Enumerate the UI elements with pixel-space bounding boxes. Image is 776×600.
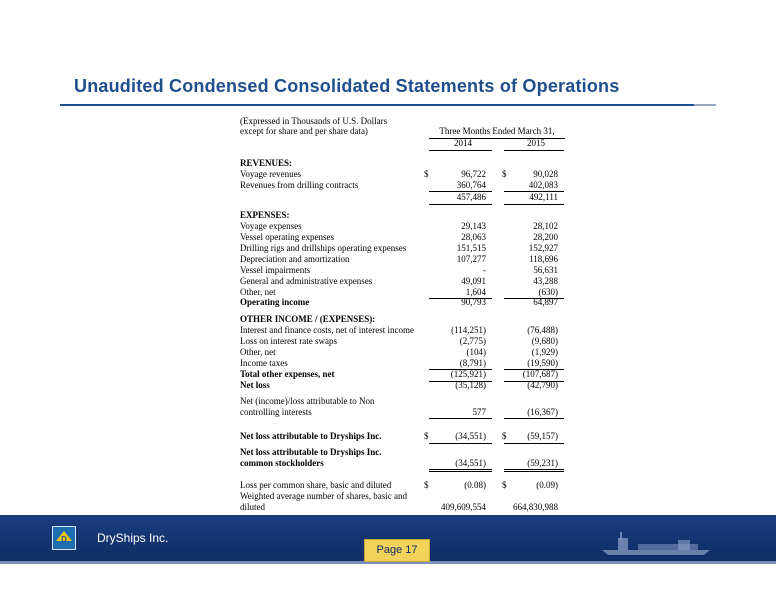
table-row: Voyage expenses 29,143 28,102	[240, 221, 558, 231]
period-header: Three Months Ended March 31,	[439, 126, 555, 136]
revenues-total-row: 457,486 492,111	[456, 192, 558, 202]
table-row: Voyage revenues $ 96,722 $ 90,028	[240, 169, 558, 179]
revenues-heading: REVENUES:	[240, 158, 293, 168]
title-underline-tail	[694, 104, 716, 106]
page-number-badge: Page 17	[364, 539, 430, 562]
total-rule	[504, 469, 564, 470]
column-2015: 2015	[527, 138, 545, 148]
table-row: Other, net (104) (1,929)	[240, 347, 558, 357]
net-loss-row: Net loss (35,128) (42,790)	[240, 380, 558, 390]
company-name: DryShips Inc.	[97, 531, 169, 545]
title-underline	[60, 104, 694, 106]
other-income-heading: OTHER INCOME / (EXPENSES):	[240, 314, 376, 324]
page-title: Unaudited Condensed Consolidated Statements of Operations	[74, 76, 620, 96]
column-year-row	[240, 138, 570, 149]
table-row: Drilling rigs and drillships operating expenses 151,515 152,927	[240, 243, 558, 253]
dryships-logo	[52, 526, 76, 550]
table-row: Vessel impairments - 56,631	[240, 265, 558, 275]
column-2014: 2014	[454, 138, 472, 148]
subtotal-rule	[429, 418, 492, 419]
nci-row: controlling interests 577 (16,367)	[240, 407, 558, 417]
table-row: Other, net 1,604 (630)	[240, 287, 558, 297]
year-rule-1	[429, 150, 492, 151]
table-row: Income taxes (8,791) (19,590)	[240, 358, 558, 368]
eps-row: Loss per common share, basic and diluted $ (0.08) $ (0.09)	[240, 480, 558, 490]
ship-silhouette-icon	[598, 528, 718, 556]
logo-letter: D	[61, 535, 67, 544]
header-row: except for share and per share data) Three Months Ended March 31,	[240, 126, 570, 137]
operating-income-row: Operating income 90,793 64,897	[240, 297, 558, 307]
subtotal-rule	[504, 418, 564, 419]
total-other-row: Total other expenses, net (125,921) (107,687)	[240, 369, 558, 379]
table-row: Loss on interest rate swaps (2,775) (9,680)	[240, 336, 558, 346]
total-rule	[504, 443, 564, 444]
net-loss-common-label-line1: Net loss attributable to Dryships Inc.	[240, 447, 382, 457]
header-note: (Expressed in Thousands of U.S. Dollars	[240, 116, 388, 126]
net-loss-common-row: common stockholders (34,551) (59,231)	[240, 458, 558, 468]
total-rule-double	[504, 471, 564, 472]
total-rule	[429, 469, 492, 470]
table-row: Revenues from drilling contracts 360,764 402,083	[240, 180, 558, 190]
table-row: Interest and finance costs, net of interest income (114,251) (76,488)	[240, 325, 558, 335]
table-row: Vessel operating expenses 28,063 28,200	[240, 232, 558, 242]
weighted-row: diluted 409,609,554 664,830,988	[240, 502, 558, 512]
net-loss-dryships-row: Net loss attributable to Dryships Inc. $ (34,551) $ (59,157)	[240, 431, 558, 441]
total-rule	[504, 204, 564, 205]
year-rule-2	[504, 150, 564, 151]
table-row: General and administrative expenses 49,091 43,288	[240, 276, 558, 286]
total-rule	[429, 443, 492, 444]
expenses-heading: EXPENSES:	[240, 210, 290, 220]
nci-label-line1: Net (income)/loss attributable to Non	[240, 396, 375, 406]
table-row: Depreciation and amortization 107,277 118,696	[240, 254, 558, 264]
total-rule	[429, 204, 492, 205]
weighted-label-line1: Weighted average number of shares, basic and	[240, 491, 407, 501]
total-rule-double	[429, 471, 492, 472]
